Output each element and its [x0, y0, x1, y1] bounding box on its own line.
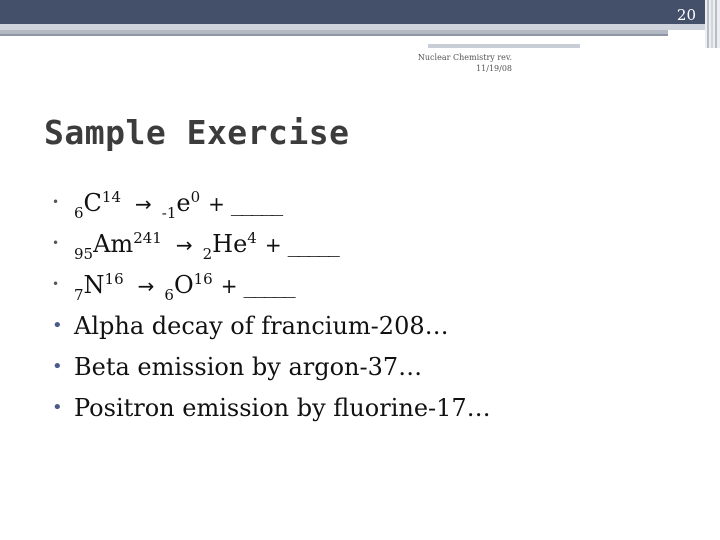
bullet-icon: • [52, 356, 63, 377]
answer-blank: _____ [230, 192, 282, 216]
header-accent-tab [428, 44, 580, 48]
product-mass-number: 16 [193, 270, 213, 288]
right-corner-tab [705, 0, 720, 48]
bullet-text: Alpha decay of francium-208… [74, 312, 449, 340]
reactant-mass-number: 14 [101, 188, 122, 206]
reactant-symbol: C [83, 189, 102, 217]
bullet-icon: • [52, 315, 63, 336]
reactant-atomic-number: 95 [74, 245, 94, 263]
corner-stripe [707, 0, 709, 48]
reactant-mass-number: 16 [104, 270, 124, 288]
text-bullet-item [52, 388, 672, 429]
product-atomic-number: -1 [161, 204, 177, 222]
bullet-icon: • [52, 397, 63, 418]
plus-sign: + [220, 274, 238, 298]
arrow-icon: → [175, 233, 193, 257]
reactant-atomic-number: 7 [74, 286, 84, 304]
reactant-mass-number: 241 [133, 229, 162, 247]
equation-item [52, 224, 672, 265]
bullet-list [52, 183, 672, 429]
product-symbol: e [176, 189, 191, 217]
footer-note: Nuclear Chemistry rev. 11/19/08 [417, 53, 512, 73]
slide-number: 20 [676, 6, 696, 24]
nuclear-equation [74, 183, 281, 227]
equation-item [52, 265, 672, 306]
product-symbol: He [212, 230, 248, 258]
equation-item [52, 183, 672, 224]
corner-stripe [715, 0, 717, 48]
nuclear-equation [74, 265, 294, 309]
plus-sign: + [264, 233, 282, 257]
nuclear-equation [74, 224, 338, 268]
product-mass-number: 0 [190, 188, 201, 206]
answer-blank: _____ [287, 233, 338, 257]
product-atomic-number: 2 [202, 245, 213, 263]
slide-title: Sample Exercise [44, 113, 350, 152]
product-mass-number: 4 [247, 229, 257, 247]
corner-stripe [711, 0, 713, 48]
reactant-atomic-number: 6 [74, 204, 84, 222]
bullet-text: Beta emission by argon-37… [74, 353, 423, 381]
answer-blank: _____ [243, 274, 294, 298]
product-symbol: O [173, 271, 194, 299]
arrow-icon: → [135, 192, 152, 216]
text-bullet-item [52, 347, 672, 388]
product-atomic-number: 6 [164, 286, 174, 304]
plus-sign: + [208, 192, 225, 216]
reactant-symbol: Am [93, 230, 134, 258]
header-stripe [0, 34, 668, 36]
arrow-icon: → [137, 274, 155, 298]
header-band [0, 0, 705, 24]
reactant-symbol: N [83, 271, 105, 299]
bullet-icon: • [52, 195, 60, 209]
bullet-text: Positron emission by fluorine-17… [74, 394, 491, 422]
text-bullet-item [52, 306, 672, 347]
bullet-icon: • [52, 277, 60, 291]
bullet-icon: • [52, 236, 60, 250]
